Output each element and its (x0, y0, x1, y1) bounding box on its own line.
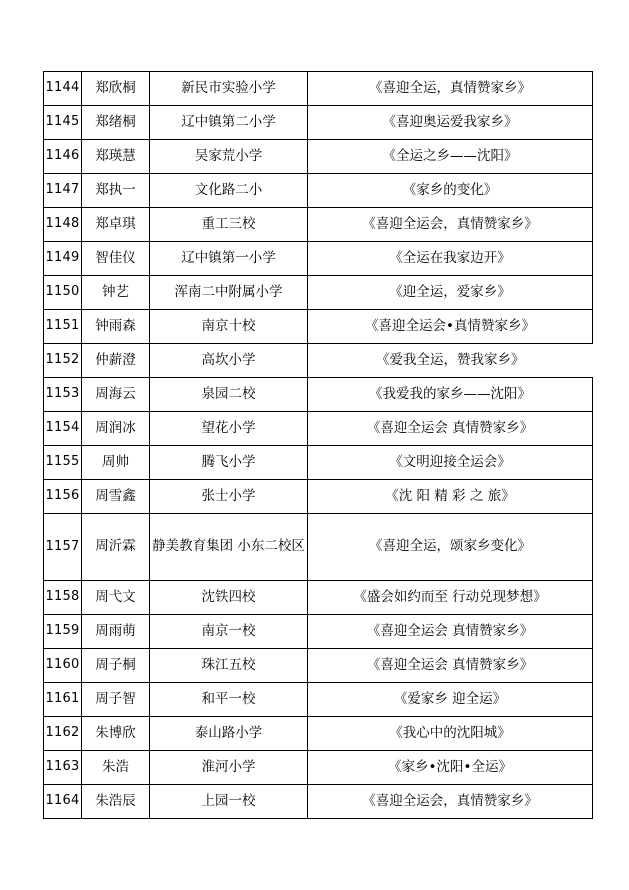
cell-school: 吴家荒小学 (150, 140, 308, 174)
cell-name: 周雨萌 (82, 615, 150, 649)
cell-number: 1146 (44, 140, 82, 174)
table-row (44, 140, 593, 174)
cell-name: 周润冰 (82, 412, 150, 446)
cell-number: 1159 (44, 615, 82, 649)
cell-number: 1164 (44, 785, 82, 819)
cell-number: 1163 (44, 751, 82, 785)
table-row (44, 344, 593, 378)
cell-school: 辽中镇第一小学 (150, 242, 308, 276)
table-row (44, 480, 593, 514)
cell-number: 1154 (44, 412, 82, 446)
cell-school: 重工三校 (150, 208, 308, 242)
cell-school: 上园一校 (150, 785, 308, 819)
table-row (44, 412, 593, 446)
cell-title: 《喜迎全运会 真情赞家乡》 (308, 412, 593, 446)
cell-name: 钟雨森 (82, 310, 150, 344)
entries-table (43, 71, 593, 819)
cell-school: 南京一校 (150, 615, 308, 649)
cell-name: 朱浩 (82, 751, 150, 785)
table-row (44, 276, 593, 310)
cell-title: 《喜迎全运会，真情赞家乡》 (308, 208, 593, 242)
table-row (44, 649, 593, 683)
cell-name: 智佳仪 (82, 242, 150, 276)
cell-name: 郑卓琪 (82, 208, 150, 242)
cell-name: 周雪鑫 (82, 480, 150, 514)
cell-number: 1144 (44, 72, 82, 106)
table-row (44, 106, 593, 140)
cell-name: 郑绪桐 (82, 106, 150, 140)
table-row (44, 683, 593, 717)
cell-title: 《喜迎奥运爱我家乡》 (308, 106, 593, 140)
cell-school: 新民市实验小学 (150, 72, 308, 106)
table-row (44, 514, 593, 581)
cell-number: 1149 (44, 242, 82, 276)
table-row (44, 72, 593, 106)
cell-number: 1162 (44, 717, 82, 751)
cell-number: 1160 (44, 649, 82, 683)
cell-number: 1153 (44, 378, 82, 412)
table-row (44, 174, 593, 208)
cell-school: 沈铁四校 (150, 581, 308, 615)
cell-name: 钟艺 (82, 276, 150, 310)
cell-number: 1158 (44, 581, 82, 615)
cell-name: 周帅 (82, 446, 150, 480)
cell-number: 1157 (44, 514, 82, 581)
table-row (44, 378, 593, 412)
cell-title: 《家乡•沈阳•全运》 (308, 751, 593, 785)
entries-table-body (44, 72, 593, 819)
cell-number: 1152 (44, 344, 82, 378)
cell-number: 1145 (44, 106, 82, 140)
cell-school: 泉园二校 (150, 378, 308, 412)
cell-school: 高坎小学 (150, 344, 308, 378)
cell-school: 张士小学 (150, 480, 308, 514)
table-row (44, 310, 593, 344)
cell-title: 《喜迎全运，真情赞家乡》 (308, 72, 593, 106)
cell-name: 郑欣桐 (82, 72, 150, 106)
table-row (44, 446, 593, 480)
cell-school: 静美教育集团 小东二校区 (150, 514, 308, 581)
cell-title: 《喜迎全运会 真情赞家乡》 (308, 615, 593, 649)
cell-title: 《喜迎全运会 真情赞家乡》 (308, 649, 593, 683)
cell-title: 《我心中的沈阳城》 (308, 717, 593, 751)
cell-title: 《沈 阳 精 彩 之 旅》 (308, 480, 593, 514)
cell-number: 1147 (44, 174, 82, 208)
cell-title: 《全运在我家边开》 (308, 242, 593, 276)
cell-name: 郑执一 (82, 174, 150, 208)
cell-name: 朱博欣 (82, 717, 150, 751)
cell-title: 《爱家乡 迎全运》 (308, 683, 593, 717)
cell-title: 《全运之乡——沈阳》 (308, 140, 593, 174)
cell-school: 望花小学 (150, 412, 308, 446)
cell-school: 泰山路小学 (150, 717, 308, 751)
table-row (44, 581, 593, 615)
table-row (44, 242, 593, 276)
cell-school: 珠江五校 (150, 649, 308, 683)
cell-school: 南京十校 (150, 310, 308, 344)
cell-school: 腾飞小学 (150, 446, 308, 480)
cell-school: 文化路二小 (150, 174, 308, 208)
cell-school: 辽中镇第二小学 (150, 106, 308, 140)
cell-number: 1148 (44, 208, 82, 242)
cell-title: 《迎全运，爱家乡》 (308, 276, 593, 310)
cell-title: 《喜迎全运，颂家乡变化》 (308, 514, 593, 581)
cell-name: 周海云 (82, 378, 150, 412)
cell-number: 1161 (44, 683, 82, 717)
cell-title: 《我爱我的家乡——沈阳》 (308, 378, 593, 412)
table-row (44, 785, 593, 819)
cell-school: 淮河小学 (150, 751, 308, 785)
cell-title: 《爱我全运，赞我家乡》 (308, 344, 593, 378)
cell-title: 《家乡的变化》 (308, 174, 593, 208)
cell-title: 《文明迎接全运会》 (308, 446, 593, 480)
cell-number: 1156 (44, 480, 82, 514)
table-row (44, 208, 593, 242)
cell-title: 《盛会如约而至 行动兑现梦想》 (308, 581, 593, 615)
cell-name: 周弋文 (82, 581, 150, 615)
cell-number: 1155 (44, 446, 82, 480)
cell-school: 浑南二中附属小学 (150, 276, 308, 310)
cell-name: 郑瑛慧 (82, 140, 150, 174)
cell-number: 1150 (44, 276, 82, 310)
cell-name: 朱浩辰 (82, 785, 150, 819)
table-row (44, 751, 593, 785)
cell-number: 1151 (44, 310, 82, 344)
cell-title: 《喜迎全运会，真情赞家乡》 (308, 785, 593, 819)
cell-name: 周子智 (82, 683, 150, 717)
table-row (44, 615, 593, 649)
cell-name: 仲薪澄 (82, 344, 150, 378)
cell-name: 周沂霖 (82, 514, 150, 581)
cell-title: 《喜迎全运会•真情赞家乡》 (308, 310, 593, 344)
cell-school: 和平一校 (150, 683, 308, 717)
table-row (44, 717, 593, 751)
cell-name: 周子桐 (82, 649, 150, 683)
